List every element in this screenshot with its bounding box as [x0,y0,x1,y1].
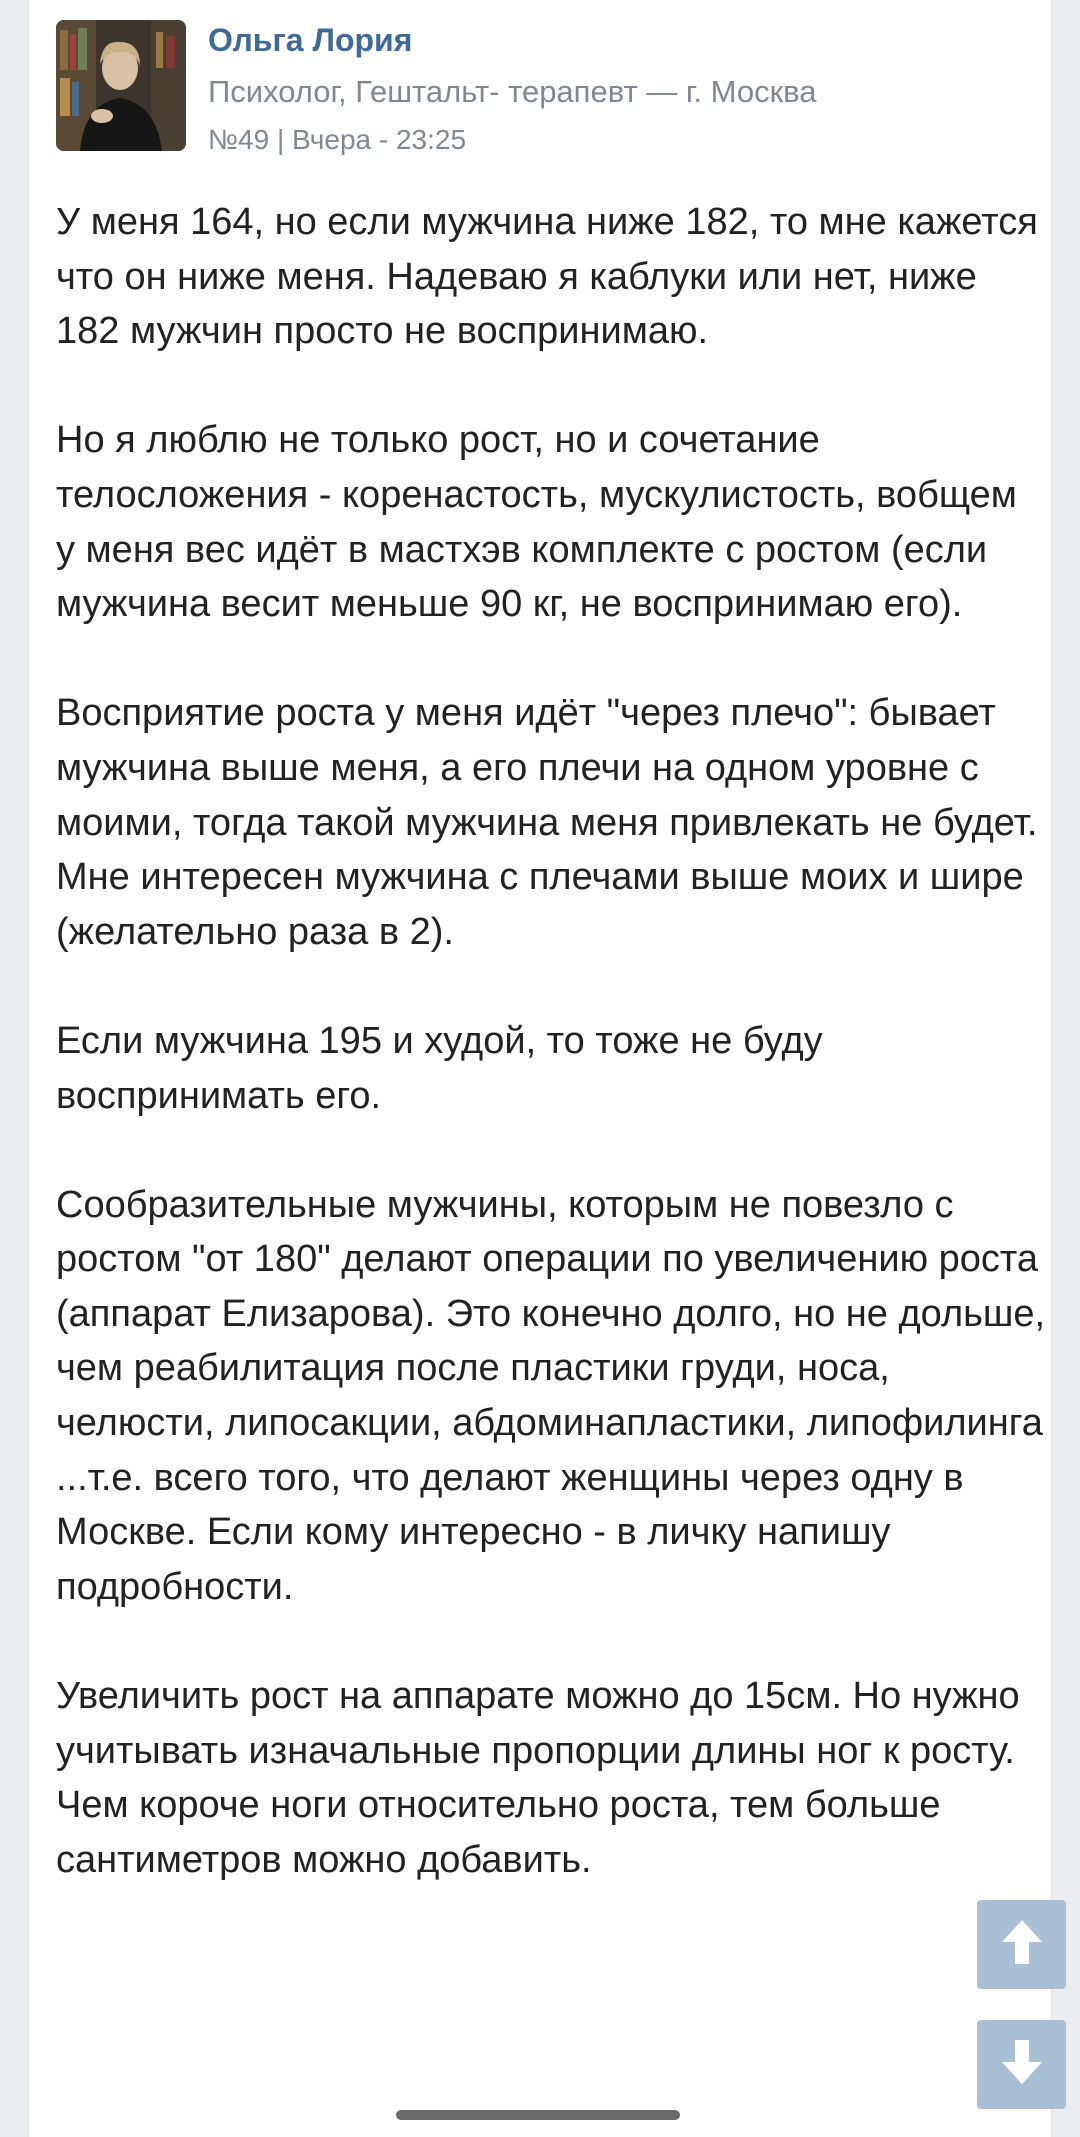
post-paragraph: Если мужчина 195 и худой, то тоже не буду воспринимать его. [56,1019,823,1117]
post-paragraph: У меня 164, но если мужчина ниже 182, то мне кажется что он ниже меня. Надеваю я каблуки или нет, ниже 182 мужчин просто не воспринимаю. [56,201,1038,353]
meta-separator: | [276,124,285,155]
author-name[interactable]: Ольга Лория [208,22,413,58]
scroll-up-button[interactable] [977,1900,1066,1989]
post-card [28,0,1052,2137]
home-indicator[interactable] [396,2110,680,2120]
scroll-down-button[interactable] [977,2020,1066,2109]
author-status: Психолог, Гештальт- терапевт — г. Москва [208,74,817,109]
post-paragraph: Увеличить рост на аппарате можно до 15см. Но нужно учитывать изначальные пропорции длины ног к росту. Чем короче ноги относительно роста, тем больше сантиметров можно добавить. [56,1675,1020,1881]
post-number: №49 [208,124,270,155]
arrow-down-icon [998,2036,1046,2093]
post-time: Вчера - 23:25 [292,124,467,155]
post-meta [208,122,466,158]
post-header [56,20,1036,155]
post-paragraph: Сообразительные мужчины, которым не повезло с ростом "от 180" делают операции по увеличению роста (аппарат Елизарова). Это конечно долго, но не дольше, чем реабилитация после пластики груди, носа, челюсти, липосакции, абдоминапластики, липофилинга ...т.е. всего того, что делают женщины через одну в Москве. Если кому интересно - в личку напишу подробности. [56,1183,1046,1608]
post-body [56,195,1046,1942]
avatar[interactable] [56,20,186,151]
post-paragraph: Но я люблю не только рост, но и сочетание телосложения - коренастость, мускулистость, вобщем у меня вес идёт в мастхэв комплекте с ростом (если мужчина весит меньше 90 кг, не воспринимаю его). [56,419,1017,626]
post-paragraph: Восприятие роста у меня идёт "через плечо": бывает мужчина выше меня, а его плечи на одном уровне с моими, тогда такой мужчина меня привлекать не будет. Мне интересен мужчина с плечами выше моих и шире (желательно раза в 2). [56,692,1038,953]
arrow-up-icon [998,1916,1046,1973]
